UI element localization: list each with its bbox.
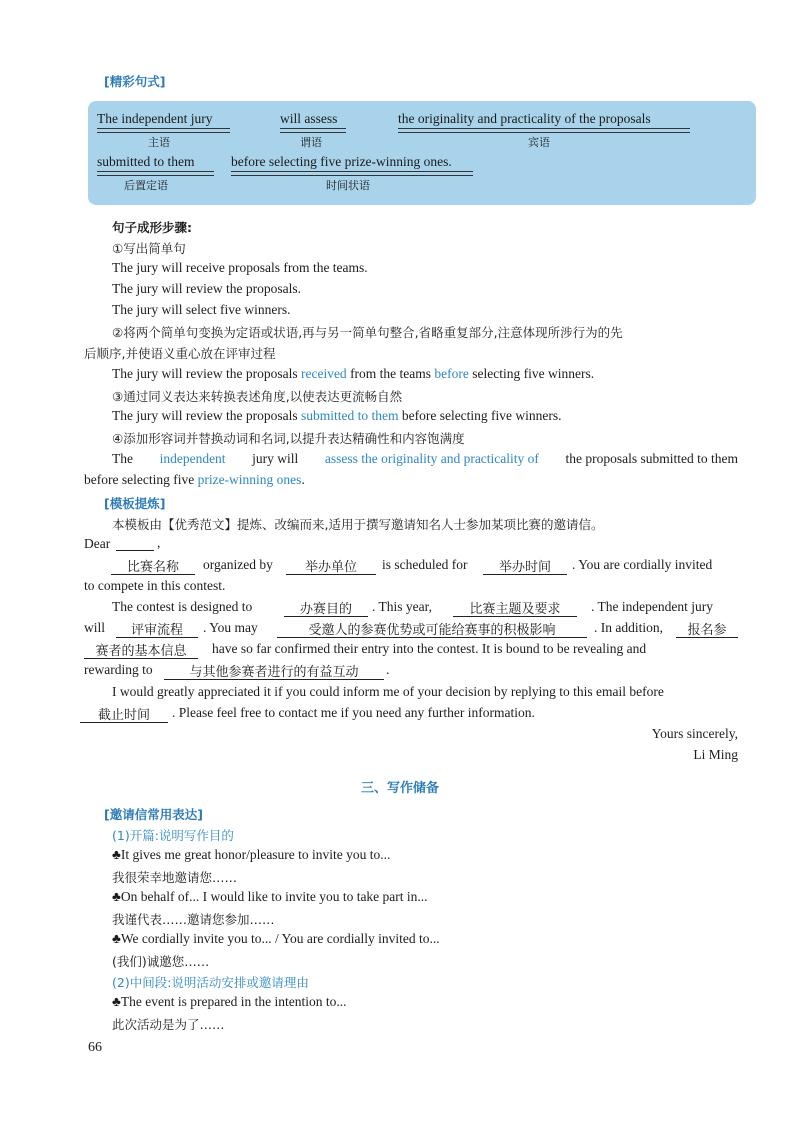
reserve-expression-4: ♣The event is prepared in the intention to... xyxy=(112,994,347,1009)
reserve-translation-3: (我们)诚邀您…… xyxy=(112,954,210,969)
section-title-brilliant: [精彩句式] xyxy=(104,74,166,89)
reserve-heading-1: (1)开篇:说明写作目的 xyxy=(112,828,234,843)
closing: Yours sincerely, xyxy=(651,726,738,741)
p1-scheduled-for: is scheduled for xyxy=(382,557,468,572)
adverbial-underline xyxy=(231,171,473,176)
object-text: the originality and practicality of the proposals xyxy=(398,111,651,126)
underline-entrants-b xyxy=(84,657,198,659)
underline-contest-name xyxy=(111,573,195,575)
step-2-a: ②将两个简单句变换为定语或状语,再与另一简单句整合,省略重复部分,注意体现所涉行为的先 xyxy=(112,325,623,340)
p2-this-year: . This year, xyxy=(372,599,432,614)
blank-organizer: 举办单位 xyxy=(304,560,357,575)
blank-entrants-a: 报名参 xyxy=(687,623,727,638)
step-3: ③通过同义表达来转换表述角度,以使表达更流畅自然 xyxy=(112,389,403,404)
sentence-analysis-box xyxy=(88,101,756,205)
signature-name: Li Ming xyxy=(693,747,738,762)
underline-time xyxy=(483,573,567,575)
step-4-sentence-b: before selecting five prize-winning ones. xyxy=(84,472,305,487)
blank-interaction: 与其他参赛者进行的有益互动 xyxy=(189,665,359,680)
step-1-line-1: The jury will receive proposals from the teams. xyxy=(112,260,368,275)
underline-interaction xyxy=(164,678,384,680)
reserve-expression-2: ♣On behalf of... I would like to invite you to take part in... xyxy=(112,889,428,904)
step-2-b: 后顺序,并使语义重心放在评审过程 xyxy=(84,346,276,361)
p2-independent-jury: . The independent jury xyxy=(591,599,713,614)
reserve-translation-1: 我很荣幸地邀请您…… xyxy=(112,870,238,885)
step-2-sentence: The jury will review the proposals received from the teams before selecting five winners. xyxy=(112,366,595,381)
blank-advantage: 受邀人的参赛优势或可能给赛事的积极影响 xyxy=(308,623,556,638)
p1-invited: . You are cordially invited xyxy=(572,557,713,572)
template-intro: 本模板由【优秀范文】提炼、改编而来,适用于撰写邀请知名人士参加某项比赛的邀请信。 xyxy=(112,517,604,532)
dear-blank xyxy=(116,549,154,551)
blank-deadline: 截止时间 xyxy=(97,708,150,723)
subject-text: The independent jury xyxy=(97,111,213,126)
p2-designed-to: The contest is designed to xyxy=(112,599,253,614)
blank-contest-name: 比赛名称 xyxy=(126,560,179,575)
p2-confirmed: have so far confirmed their entry into the contest. It is bound to be revealing and xyxy=(212,641,647,656)
verb-underline xyxy=(280,128,346,133)
blank-entrants-b: 赛者的基本信息 xyxy=(95,644,187,659)
reserve-expression-1: ♣It gives me great honor/pleasure to invite you to... xyxy=(112,847,391,862)
section-3-title: 三、写作储备 xyxy=(360,781,439,796)
adverbial-text: before selecting five prize-winning ones. xyxy=(231,154,452,169)
section-title-reserve: [邀请信常用表达] xyxy=(104,807,203,822)
section-title-template: [模板提炼] xyxy=(104,496,166,511)
underline-advantage xyxy=(277,636,587,638)
reserve-heading-2: (2)中间段:说明活动安排或邀请理由 xyxy=(112,975,309,990)
page-number: 66 xyxy=(88,1040,102,1055)
subject-underline xyxy=(97,128,230,133)
dear-text: Dear xyxy=(84,536,111,551)
reserve-expression-3: ♣We cordially invite you to... / You are cordially invited to... xyxy=(112,931,440,946)
step-1: ①写出简单句 xyxy=(112,241,186,256)
verb-text: will assess xyxy=(280,111,338,126)
p2-rewarding: rewarding to xyxy=(84,662,153,677)
blank-purpose: 办赛目的 xyxy=(299,602,352,617)
underline-organizer xyxy=(286,573,376,575)
postmod-text: submitted to them xyxy=(97,154,195,169)
p3-inform: I would greatly appreciated it if you could inform me of your decision by replying to this email before xyxy=(112,684,664,699)
postmod-label: 后置定语 xyxy=(124,179,168,192)
postmod-underline xyxy=(97,171,214,176)
underline-deadline xyxy=(80,721,168,723)
object-underline xyxy=(398,128,690,133)
p2-you-may: . You may xyxy=(203,620,258,635)
blank-time: 举办时间 xyxy=(498,560,551,575)
underline-entrants-a xyxy=(676,636,738,638)
subject-label: 主语 xyxy=(148,136,170,149)
reserve-translation-2: 我谨代表……邀请您参加…… xyxy=(112,912,275,927)
p1-organized-by: organized by xyxy=(203,557,273,572)
p1-compete: to compete in this contest. xyxy=(84,578,226,593)
p2-in-addition: . In addition, xyxy=(594,620,663,635)
p2-period: . xyxy=(386,662,390,677)
p2-will: will xyxy=(84,620,106,635)
step-3-sentence: The jury will review the proposals submitted to them before selecting five winners. xyxy=(112,408,562,423)
underline-theme xyxy=(453,615,577,617)
verb-label: 谓语 xyxy=(300,136,322,149)
step-4-sentence-a: The independent jury will assess the originality and practicality of the proposals submitted to them xyxy=(112,451,738,466)
underline-judging xyxy=(116,636,198,638)
step-4: ④添加形容词并替换动词和名词,以提升表达精确性和内容饱满度 xyxy=(112,431,465,446)
underline-purpose xyxy=(284,615,368,617)
steps-title: 句子成形步骤: xyxy=(112,220,192,235)
adverbial-label: 时间状语 xyxy=(326,179,370,192)
blank-judging: 评审流程 xyxy=(130,623,183,638)
step-1-line-3: The jury will select five winners. xyxy=(112,302,291,317)
reserve-translation-4: 此次活动是为了…… xyxy=(112,1017,225,1032)
object-label: 宾语 xyxy=(528,136,550,149)
dear-comma: , xyxy=(157,535,161,550)
p3-contact: . Please feel free to contact me if you need any further information. xyxy=(172,705,535,720)
step-1-line-2: The jury will review the proposals. xyxy=(112,281,301,296)
blank-theme: 比赛主题及要求 xyxy=(469,602,561,617)
